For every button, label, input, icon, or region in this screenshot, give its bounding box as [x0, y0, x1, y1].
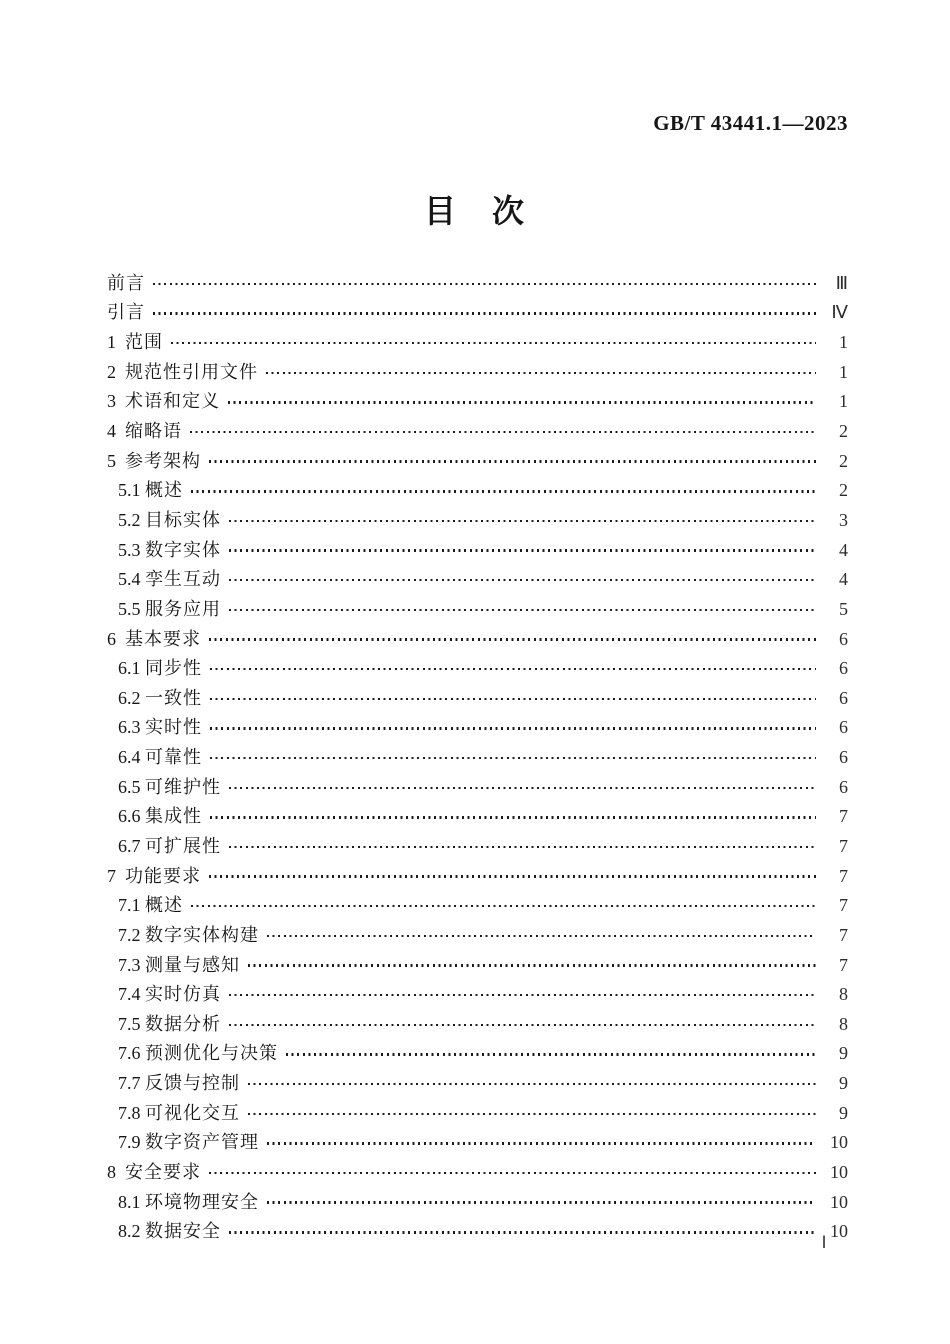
toc-entry-page: 2	[839, 421, 848, 442]
toc-entry-label: 基本要求	[125, 628, 201, 649]
toc-entry	[107, 1128, 848, 1158]
toc-entry	[107, 298, 848, 328]
toc-entry-page: 10	[830, 1221, 848, 1242]
toc-leader-dots	[266, 372, 816, 374]
toc-entry-page: 9	[839, 1043, 848, 1064]
toc-entry	[107, 387, 848, 417]
toc-entry-label: 实时仿真	[145, 984, 221, 1005]
toc-entry	[107, 1098, 848, 1128]
toc-entry	[107, 564, 848, 594]
toc-entry-label: 预测优化与决策	[145, 1043, 278, 1064]
toc-entry-page: 6	[839, 717, 848, 738]
toc-entry	[107, 1068, 848, 1098]
toc-entry-number: 5.5	[118, 598, 141, 619]
toc-entry	[107, 535, 848, 565]
toc-leader-dots	[229, 520, 816, 522]
toc-entry	[107, 802, 848, 832]
toc-leader-dots	[210, 668, 816, 670]
toc-entry	[107, 505, 848, 535]
toc-entry-label: 可扩展性	[145, 835, 221, 856]
toc-entry-number: 7.7	[118, 1073, 141, 1094]
toc-entry	[107, 772, 848, 802]
toc-leader-dots	[248, 964, 816, 966]
toc-leader-dots	[229, 1024, 816, 1026]
toc-entry-number: 6.3	[118, 717, 141, 738]
toc-entry-label: 孪生互动	[145, 569, 221, 590]
toc-entry-number: 5.2	[118, 509, 141, 530]
toc-entry-label: 规范性引用文件	[125, 361, 258, 382]
toc-entry-number: 8	[107, 1162, 116, 1183]
page-title: 目 次	[423, 193, 526, 229]
toc-entry-number: 7	[107, 865, 116, 886]
toc-entry	[107, 713, 848, 743]
toc-entry	[107, 357, 848, 387]
toc-entry-number: 5	[107, 450, 116, 471]
toc-entry-page: 8	[839, 1013, 848, 1034]
toc-leader-dots	[229, 609, 816, 611]
toc-leader-dots	[229, 787, 816, 789]
toc-entry-page: Ⅳ	[831, 302, 848, 323]
toc-entry-number: 7.3	[118, 954, 141, 975]
toc-entry-label: 测量与感知	[145, 954, 240, 975]
toc-entry	[107, 1217, 848, 1247]
toc-entry-label: 引言	[107, 302, 145, 323]
toc-entry	[107, 446, 848, 476]
toc-leader-dots	[190, 431, 816, 433]
toc-entry	[107, 890, 848, 920]
toc-entry-page: 7	[839, 895, 848, 916]
toc-entry	[107, 327, 848, 357]
toc-entry-page: 6	[839, 687, 848, 708]
toc-entry-label: 目标实体	[145, 509, 221, 530]
toc-entry	[107, 920, 848, 950]
toc-entry-label: 功能要求	[125, 865, 201, 886]
toc-entry-page: 10	[830, 1162, 848, 1183]
toc-leader-dots	[229, 994, 816, 996]
toc-entry-page: 8	[839, 984, 848, 1005]
toc-entry-number: 1	[107, 332, 116, 353]
toc-entry	[107, 831, 848, 861]
toc-entry-label: 概述	[145, 895, 183, 916]
toc-leader-dots	[210, 698, 816, 700]
toc-entry-page: 2	[839, 450, 848, 471]
toc-leader-dots	[153, 283, 816, 285]
toc-entry	[107, 950, 848, 980]
toc-entry-number: 5.4	[118, 569, 141, 590]
toc-entry-page: 1	[839, 361, 848, 382]
toc-entry-number: 7.8	[118, 1102, 141, 1123]
toc-entry-page: 7	[839, 865, 848, 886]
toc-entry-number: 7.9	[118, 1132, 141, 1153]
toc-leader-dots	[248, 1083, 816, 1085]
toc-leader-dots	[267, 1142, 816, 1144]
toc-entry	[107, 1009, 848, 1039]
toc-entry	[107, 475, 848, 505]
toc-entry	[107, 624, 848, 654]
toc-entry-page: 10	[830, 1132, 848, 1153]
toc-leader-dots	[229, 1231, 816, 1233]
toc-entry-page: 3	[839, 509, 848, 530]
toc-entry-number: 4	[107, 421, 116, 442]
toc-leader-dots	[153, 312, 816, 314]
toc-leader-dots	[210, 727, 816, 729]
toc-entry-number: 5.3	[118, 539, 141, 560]
toc-leader-dots	[267, 1201, 816, 1203]
toc-entry-number: 8.1	[118, 1191, 141, 1212]
toc-leader-dots	[228, 401, 816, 403]
toc-entry-number: 6.1	[118, 658, 141, 679]
toc-entry-label: 可视化交互	[145, 1102, 240, 1123]
toc-entry-number: 7.4	[118, 984, 141, 1005]
toc-entry	[107, 594, 848, 624]
toc-leader-dots	[229, 579, 816, 581]
toc-entry-page: Ⅲ	[835, 272, 848, 293]
toc-entry-number: 6.7	[118, 835, 141, 856]
toc-entry-page: 10	[830, 1191, 848, 1212]
toc-leader-dots	[229, 549, 816, 551]
toc-leader-dots	[210, 757, 816, 759]
toc-entry-label: 数据分析	[145, 1013, 221, 1034]
toc-entry-page: 7	[839, 806, 848, 827]
toc-leader-dots	[286, 1053, 816, 1055]
standard-number: GB/T 43441.1—2023	[653, 111, 848, 135]
toc-entry	[107, 742, 848, 772]
toc-entry-page: 4	[839, 539, 848, 560]
toc-entry	[107, 683, 848, 713]
toc-entry-number: 3	[107, 391, 116, 412]
toc-entry-number: 6.5	[118, 776, 141, 797]
table-of-contents	[107, 268, 848, 1246]
toc-entry-page: 1	[839, 332, 848, 353]
toc-entry	[107, 979, 848, 1009]
toc-entry-number: 6.6	[118, 806, 141, 827]
toc-entry-number: 7.2	[118, 924, 141, 945]
toc-entry-label: 可维护性	[145, 776, 221, 797]
toc-entry-page: 9	[839, 1073, 848, 1094]
toc-leader-dots	[210, 816, 816, 818]
toc-entry-number: 8.2	[118, 1221, 141, 1242]
toc-entry-page: 5	[839, 598, 848, 619]
toc-entry-number: 5.1	[118, 480, 141, 501]
toc-leader-dots	[209, 1172, 816, 1174]
toc-entry-number: 7.6	[118, 1043, 141, 1064]
toc-entry	[107, 268, 848, 298]
toc-entry-number: 6.2	[118, 687, 141, 708]
toc-entry-label: 数字资产管理	[145, 1132, 259, 1153]
toc-entry-page: 7	[839, 924, 848, 945]
toc-entry-number: 7.5	[118, 1013, 141, 1034]
toc-entry	[107, 1157, 848, 1187]
footer-page-number: Ⅰ	[821, 1233, 827, 1252]
toc-leader-dots	[267, 935, 816, 937]
toc-entry-page: 4	[839, 569, 848, 590]
toc-entry-label: 参考架构	[125, 450, 201, 471]
toc-entry-label: 服务应用	[145, 598, 221, 619]
toc-entry-label: 环境物理安全	[145, 1191, 259, 1212]
toc-entry-page: 9	[839, 1102, 848, 1123]
toc-leader-dots	[191, 905, 816, 907]
toc-entry-label: 一致性	[145, 687, 202, 708]
toc-leader-dots	[229, 846, 816, 848]
toc-entry-page: 6	[839, 747, 848, 768]
toc-entry	[107, 416, 848, 446]
toc-entry-label: 同步性	[145, 658, 202, 679]
toc-entry-label: 数字实体	[145, 539, 221, 560]
toc-entry	[107, 1187, 848, 1217]
toc-entry-label: 前言	[107, 272, 145, 293]
toc-entry-page: 2	[839, 480, 848, 501]
toc-entry-number: 2	[107, 361, 116, 382]
toc-leader-dots	[209, 638, 816, 640]
toc-entry-number: 6.4	[118, 747, 141, 768]
toc-entry-label: 缩略语	[125, 421, 182, 442]
toc-entry-label: 安全要求	[125, 1162, 201, 1183]
toc-entry-page: 6	[839, 776, 848, 797]
toc-entry	[107, 861, 848, 891]
toc-entry-page: 6	[839, 658, 848, 679]
toc-entry-label: 范围	[125, 332, 163, 353]
toc-entry-label: 反馈与控制	[145, 1073, 240, 1094]
toc-leader-dots	[171, 342, 816, 344]
toc-entry-label: 可靠性	[145, 747, 202, 768]
toc-entry-page: 7	[839, 954, 848, 975]
toc-leader-dots	[191, 490, 816, 492]
toc-entry	[107, 1039, 848, 1069]
toc-entry	[107, 653, 848, 683]
toc-leader-dots	[209, 875, 816, 877]
toc-entry-page: 7	[839, 835, 848, 856]
toc-entry-label: 数据安全	[145, 1221, 221, 1242]
toc-entry-label: 概述	[145, 480, 183, 501]
toc-entry-label: 实时性	[145, 717, 202, 738]
toc-entry-page: 6	[839, 628, 848, 649]
toc-entry-page: 1	[839, 391, 848, 412]
toc-entry-number: 7.1	[118, 895, 141, 916]
toc-entry-label: 数字实体构建	[145, 924, 259, 945]
toc-entry-label: 术语和定义	[125, 391, 220, 412]
toc-leader-dots	[209, 460, 816, 462]
toc-entry-number: 6	[107, 628, 116, 649]
toc-leader-dots	[248, 1113, 816, 1115]
toc-entry-label: 集成性	[145, 806, 202, 827]
